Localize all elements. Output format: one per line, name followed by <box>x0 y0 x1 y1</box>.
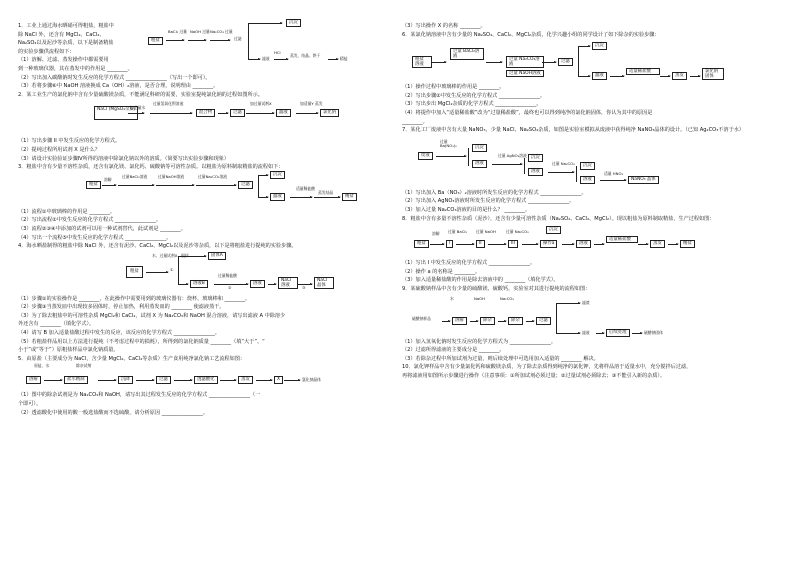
diagram-box: 溶液B <box>190 280 208 288</box>
flow-arrow <box>562 244 574 245</box>
q7-flow-diagram <box>402 136 774 188</box>
branch-line <box>578 46 579 76</box>
diagram-label: 溶解 <box>104 176 112 182</box>
flow-arrow <box>188 40 206 41</box>
q2-flow-diagram <box>18 100 390 136</box>
flow-arrow <box>102 185 116 186</box>
diagram-box: 固体A <box>208 252 226 260</box>
flow-arrow <box>210 40 230 41</box>
flow-arrow <box>178 256 206 257</box>
question-7 <box>402 126 774 214</box>
flow-arrow <box>150 113 192 114</box>
diagram-box: 精盐 <box>680 240 695 248</box>
diagram-label: 滤渣 <box>582 299 590 305</box>
diagram-box: 滤液 <box>592 72 607 80</box>
flow-arrow <box>542 62 556 63</box>
diagram-label: 过量氢氧化钡溶液 <box>153 101 184 107</box>
flow-arrow <box>610 76 624 77</box>
diagram-box: 粗盐 <box>86 181 101 189</box>
question-10 <box>402 363 774 380</box>
diagram-label: 过量 BaCl₂ <box>448 229 467 235</box>
q1-line: （2）写出加入碳酸钠时发生反应的化学方程式 ________________（写出一个即可）。 <box>18 74 211 81</box>
diagram-label: 过量BaCl₂溶液 <box>122 173 148 179</box>
flow-arrow <box>314 197 340 198</box>
diagram-box: 氯化钠 <box>320 109 339 117</box>
diagram-box: 溶液 <box>528 168 543 176</box>
diagram-label: 除杂试剂 <box>76 363 92 369</box>
q4-flow-diagram <box>18 252 390 294</box>
flow-arrow <box>486 62 502 63</box>
flow-arrow <box>248 23 282 24</box>
flow-arrow <box>296 113 318 114</box>
flow-arrow <box>258 175 268 176</box>
diagram-label: 过量 Na₂CO₃ <box>552 160 575 166</box>
flow-arrow <box>488 244 506 245</box>
diagram-label: 蒸发结晶 <box>318 189 334 195</box>
diagram-box: 溶液 <box>580 176 595 184</box>
diagram-box: 粗盐 <box>126 266 143 278</box>
branch-line <box>468 148 469 166</box>
q1-line: 到一种玻璃仪器，其在蒸发中的作用是 ________。 <box>18 65 133 72</box>
flow-arrow <box>246 113 274 114</box>
diagram-label: 过量 Ba(NO₃)₂ <box>440 138 457 149</box>
diagram-label: 过滤 <box>234 35 242 41</box>
diagram-box: 操作a <box>540 240 557 248</box>
diagram-box: 混合物 <box>196 109 215 117</box>
diagram-box: 溶液 <box>576 240 591 248</box>
q5-line: （1）图中的除杂试剂是为 Na₂CO₃和 NaOH，请写出其过程发生反应的化学方程式 ________________（一 <box>18 392 261 399</box>
flow-arrow <box>196 185 236 186</box>
q9-line: （1）加入氢氧化钠时发生反应的化学方程式为 ________________。 <box>402 338 556 345</box>
q8-line: （3）加入适量稀盐酸的作用是除去溶液中的 ________（填化学式）。 <box>402 277 559 284</box>
flow-arrow <box>432 62 446 63</box>
diagram-box: 溶液 <box>250 280 265 288</box>
diagram-box: NaCl 溶液 <box>278 277 298 289</box>
branch-line <box>524 158 525 174</box>
diagram-box: 除杂 <box>508 317 523 325</box>
diagram-box: 精盐 <box>342 193 357 201</box>
diagram-label: ③ <box>302 284 306 290</box>
question-6 <box>402 31 774 127</box>
flow-arrow <box>600 180 626 181</box>
flow-arrow <box>174 380 192 381</box>
diagram-box: 沉降 <box>118 376 133 384</box>
q1-line: （1）溶解、过滤、蒸发操作中都需要用 <box>18 57 109 64</box>
diagram-box: 沉淀 <box>528 154 543 162</box>
diagram-box: 过滤 <box>536 317 551 325</box>
diagram-box: II <box>476 240 485 248</box>
q4-line: 外还含有 ________（填化学式）。 <box>18 321 95 328</box>
diagram-box: NaNO₃ 晶体 <box>628 176 659 184</box>
flow-arrow <box>44 380 62 381</box>
q9-flow-diagram <box>402 295 774 337</box>
flow-arrow <box>220 380 236 381</box>
diagram-label: 过量稀盐酸 <box>218 272 237 278</box>
diagram-label: 水 <box>450 295 454 301</box>
q4-line: （1）步骤①的实验操作是 ________，在此操作中需要用到的玻璃仪器有：烧杯、玻璃棒和 ________。 <box>18 295 251 302</box>
flow-arrow <box>256 380 272 381</box>
q7-line: 7．某化工厂废液中含有大量 NaNO₃，少量 NaCl、Na₂SO₄杂质，如图是实验室模拟从废液中获得纯净 NaNO₃晶体的设计。（已知 Ag₂CO₃不溶于水） <box>402 127 744 134</box>
flow-arrow <box>268 284 276 285</box>
diagram-box: 粗盐 溶液 <box>412 56 432 68</box>
q10-line: 10．氯化钾样品中含有少量氯化钙和硫酸镁杂质，为了除去杂质得到纯净的氯化钾，先将样品溶于适量水中，充分搅拌后过滤， <box>402 364 692 371</box>
flow-arrow <box>470 321 478 322</box>
flow-arrow <box>328 59 338 60</box>
flow-arrow <box>526 321 534 322</box>
q6-line: （3）写出步出 MgCl₂杂质的化学方程式 ________________。 <box>402 101 542 108</box>
q1-line: （3）若将步骤⑥中 NaOH 溶液换成 Ca（OH）₂溶液，是否合理，说明理由 ________。 <box>18 83 219 90</box>
q2-line: （3）请设计实验验证步骤Ⅳ所得的溶液中除氯化钠以外的溶质。（简要写出实验步骤和现象） <box>18 155 230 162</box>
branch-line <box>258 175 259 197</box>
flow-arrow <box>596 333 604 334</box>
diagram-box: 过滤 <box>230 109 245 117</box>
question-3 <box>18 163 390 242</box>
q6-line: ________。 <box>402 118 428 125</box>
flow-arrow <box>548 172 574 173</box>
q1-line: 的实验步骤供流程如下： <box>18 48 75 55</box>
diagram-box: 溶解 <box>452 317 467 325</box>
diagram-box: 适量稀盐酸 <box>606 236 638 243</box>
diagram-label: 过量 NaOH <box>476 229 496 235</box>
flow-arrow <box>136 380 154 381</box>
flow-arrow <box>166 40 184 41</box>
diagram-box: 氯化钠固体 <box>702 68 724 80</box>
flow-arrow <box>632 333 642 334</box>
flow-arrow <box>258 197 268 198</box>
q7-line: （1）写出加入 Ba（NO₃）₂溶液时所发生反应的化学方程式 ________________。 <box>402 189 587 196</box>
diagram-label: 滤液 <box>262 55 270 61</box>
diagram-box: 沉淀 <box>286 19 301 27</box>
flow-arrow <box>522 244 538 245</box>
q4-line: 小于”或“等于”）原粗盐样品中氯化钠质量。 <box>18 347 119 354</box>
flow-arrow <box>430 244 444 245</box>
q1-line: Na₂SO₄以及泥沙等杂质，以下是制备精盐 <box>18 40 114 47</box>
q6-line: （4）将提作中加入“适量稀盐酸”改为“过量稀盐酸”，最终也可以得到纯净的氯化钠固体，你认为其中的原因是 <box>402 109 653 116</box>
diagram-box: 废液 <box>418 152 433 160</box>
diagram-label: ① <box>170 266 174 272</box>
diagram-box: 适量稀盐酸 <box>626 68 660 75</box>
diagram-box: 滤液 <box>276 109 291 117</box>
q5-line: 个即可）。 <box>18 401 42 408</box>
q2-line: （1）写出步骤 II 中发生反应的化学方程式。 <box>18 138 121 145</box>
q9-line: （2）过滤所得滤液的主要成分是 ________。 <box>402 347 505 354</box>
q8-line: （2）操作 a 的名称是 ________。 <box>402 268 481 275</box>
q8-line: 8．粗盐中含有多量不溶性杂质（泥沙），还含有少量可溶性杂质（Na₂SO₄、CaCl₂、MgCl₂）。现以粗盐为原料制取精盐，生产过程如图： <box>402 215 715 222</box>
diagram-box: 过量 Na₂CO₃溶液 <box>506 56 544 68</box>
q5-continued-line: （3）写出操作 X 的名称 ________。 <box>402 23 486 29</box>
right-column <box>402 22 774 380</box>
flow-arrow <box>290 197 312 198</box>
q7-line: （2）写出加入 AgNO₃溶液时所发生反应的化学方程式 ________________。 <box>402 198 575 205</box>
branch-line <box>248 23 249 59</box>
diagram-label: 加足量水 <box>130 105 146 111</box>
diagram-box: 沉淀 <box>270 171 285 179</box>
diagram-label: 滤液 <box>582 329 590 335</box>
flow-arrow <box>492 164 522 165</box>
q3-flow-diagram <box>18 173 390 207</box>
diagram-label: BaCl₂ 过量 <box>168 28 187 34</box>
diagram-box: NaCl 晶体 <box>314 277 334 289</box>
diagram-label: 水、过量试剂X、搅拌 <box>152 252 189 258</box>
q4-line: （4）请写 B 加入适量盐酸过程中发生的反应，该反应的化学方程式 ________________。 <box>18 330 220 337</box>
flow-arrow <box>442 321 450 322</box>
diagram-label: Na₂CO₃ 过量 <box>210 28 233 34</box>
q8-flow-diagram <box>402 224 774 258</box>
diagram-box: 过滤 <box>156 376 171 384</box>
diagram-box: 除杂 <box>480 317 495 325</box>
diagram-box: 粗盐 <box>414 240 429 248</box>
q3-line: （2）写出流程②中发生反应的化学方程式 ________________。 <box>18 217 162 224</box>
q6-line: 6．某氯化钠溶液中含有少量的 Na₂SO₄、CaCl₂、MgCl₂杂质，化学兴趣小组的同学设计了如下除杂的实验步骤： <box>402 31 660 38</box>
q3-line: （1）流程①中玻璃棒的作用是 ________。 <box>18 208 115 215</box>
diagram-box: 粗盐 <box>148 37 163 45</box>
diagram-box: 过滤 <box>238 181 253 189</box>
diagram-label: 硫酸钠固体 <box>644 329 663 335</box>
diagram-label: 硫酸钠样品 <box>412 315 431 321</box>
diagram-label: 加过量试剂X <box>250 101 272 107</box>
diagram-box: 过量 NaOH溶液 <box>506 70 544 77</box>
q4-line: （3）为了除去粗盐中的可溶性杂质 MgCl₂和 CaCl₂，试剂 X 为 Na₂CO₃和 NaOH 混合溶液，请写出滤液 A 中除溶少 <box>18 312 286 319</box>
flow-arrow <box>98 380 116 381</box>
q3-line: （3）流程②③④中添加的试剂可以用一种试剂替代，此试剂是 ________。 <box>18 225 186 232</box>
q9-line: 9．某硫酸钠样品中含有少量的硫酸镁、硫酸钙，实验室对其进行提纯的流程如图： <box>402 285 591 292</box>
diagram-label: 溶解 <box>432 231 440 237</box>
diagram-box: 蒸发 <box>238 376 253 384</box>
diagram-box: 沉淀 <box>546 226 561 234</box>
question-1 <box>18 19 390 91</box>
q4-line: （2）步骤③当蒸发皿中出现较多固体时，停止加热，利用蒸发皿的 ________ 使滤液蒸干。 <box>18 304 225 311</box>
flow-arrow <box>578 76 590 77</box>
flow-arrow <box>660 76 670 77</box>
q1-line: 1．工业上通过海水晒硝可得粗盐，粗盐中 <box>18 23 114 29</box>
diagram-label: 精盐 <box>340 55 348 61</box>
q6-line: （1）操作过程中玻璃棒的作用是 ________。 <box>402 84 505 91</box>
flow-arrow <box>638 244 648 245</box>
q1-flow-diagram <box>148 17 368 65</box>
diagram-label: HCl <box>274 49 281 55</box>
branch-line <box>178 256 179 284</box>
diagram-label: 适量 HNO₃ <box>604 170 624 176</box>
diagram-label: 加适量Y 蒸发 <box>300 101 323 107</box>
diagram-label: Na₂CO₃ <box>500 295 514 301</box>
diagram-label: ② <box>228 284 232 290</box>
question-4 <box>18 242 390 355</box>
flow-arrow <box>456 244 474 245</box>
flow-arrow <box>284 380 300 381</box>
diagram-label: 蒸发、结晶、烘干 <box>290 52 321 58</box>
q7-line: （3）加入过量 Na₂CO₃溶液的目的是什么？ ________。 <box>402 206 531 213</box>
diagram-label: NaOH <box>474 295 486 301</box>
q3-line: （4）写出一个流程⑤中发生反应的化学方程式 ________________。 <box>18 234 172 241</box>
q2-line: （2）提纯过程所用试剂 X 是什么？ <box>18 146 101 153</box>
flow-arrow <box>668 244 678 245</box>
diagram-box: 溶液 <box>472 160 487 168</box>
flow-arrow <box>118 185 154 186</box>
diagram-label: 原盐、水 <box>34 363 50 369</box>
question-9 <box>402 285 774 363</box>
diagram-box: NaCl (MgSO₄杂质) <box>94 106 138 120</box>
q1-line: 除 NaCl 外，还含有 MgCl₂、CaCl₂、 <box>18 31 105 38</box>
diagram-label: 过量NaOH溶液 <box>158 173 185 179</box>
diagram-box: III <box>508 240 518 248</box>
diagram-box: 蒸发 <box>672 72 687 80</box>
diagram-label: NaOH 过量 <box>190 28 210 34</box>
flow-arrow <box>594 244 604 245</box>
diagram-box: 溶解 <box>26 376 41 384</box>
question-2 <box>18 91 390 163</box>
branch-line <box>576 166 577 182</box>
diagram-box: 沉淀 <box>592 42 607 50</box>
q4-line: （5）若粗盐样品用以上方法进行提纯（不考虑过程中的损耗），所得到的氯化钠质量 ________（填“大于”、“ <box>18 338 265 345</box>
diagram-box: 沉淀 <box>580 162 595 170</box>
flow-arrow <box>146 272 168 273</box>
diagram-box: 过量 BaCl₂溶液 <box>450 48 484 60</box>
flow-arrow <box>298 284 312 285</box>
branch-line <box>556 303 557 333</box>
question-5 <box>18 355 390 417</box>
flow-arrow <box>690 76 700 77</box>
q3-line: 3．粗盐中含有少量不溶性杂质，还含有氯化镁、氯化钙、硫酸钠等可溶性杂质。以粗盐为原料制取精盐的流程如下： <box>18 164 284 171</box>
q8-line: （1）写出 I 中发生反应的化学方程式 ________________。 <box>402 260 536 267</box>
flow-arrow <box>274 59 288 60</box>
diagram-box: 沉淀 <box>472 144 487 152</box>
flow-arrow <box>156 185 194 186</box>
diagram-label: 适量稀盐酸 <box>296 185 315 191</box>
flow-arrow <box>218 113 228 114</box>
diagram-box: 滤液 <box>270 193 285 201</box>
q4-line: 4．海水晒盐制得的粗盐中除 NaCl 外，还含有泥沙、CaCl₂、MgCl₂以及泥沙等杂质，以下是将粗盐进行提纯的实验步骤。 <box>18 243 297 250</box>
question-8 <box>402 215 774 285</box>
q5-line: （2）透滤酸化中使用的酸一般选盐酸而不选硫酸，请分析原因 ________________。 <box>18 409 208 416</box>
q5-line: 5．由原盐（主要成分为 NaCl，含少量 MgCl₂、CaCl₂等杂质）生产食用纯净氯化钠工艺流程如图： <box>18 355 246 362</box>
diagram-label: 氯化钠晶体 <box>302 377 321 383</box>
diagram-box: 盐水精制 <box>64 376 88 384</box>
flow-arrow <box>178 284 188 285</box>
q6-flow-diagram <box>402 40 774 82</box>
flow-arrow <box>128 113 144 114</box>
diagram-box: 后续处理 <box>606 329 630 337</box>
diagram-label: 过量Na₂CO₃溶液 <box>198 173 228 179</box>
diagram-box: 蒸发 <box>650 240 665 248</box>
flow-arrow <box>578 46 590 47</box>
q9-line: （3）若除杂过程中所加试剂为过量，则后续处理中可选用加入适量的 ________ 解决。 <box>402 355 599 362</box>
flow-arrow <box>436 156 466 157</box>
diagram-label: 过量 Na₂CO₃ <box>506 229 529 235</box>
flow-arrow <box>556 333 580 334</box>
q10-line: 再将滤液用如图所示步骤进行操作（注意事项：①所加试剂必须过量；②过量试剂必须除去；③不能引入新的杂质）。 <box>402 372 666 379</box>
diagram-box: 透滤酸化 <box>194 376 218 384</box>
left-column <box>18 19 390 417</box>
flow-arrow <box>498 321 506 322</box>
flow-arrow <box>248 59 260 60</box>
q6-line: （2）写出步骤②中发生反应的化学方程式 ________________。 <box>402 92 546 99</box>
diagram-box: 过滤 <box>558 58 573 66</box>
diagram-box: I <box>446 240 453 248</box>
diagram-box: X <box>274 376 283 384</box>
q2-line: 2．某工业生产的氯化钠中含有少量硫酸镁杂质，不能满足科研的需要，实验室提纯氯化钠的过程如图所示。 <box>18 91 263 98</box>
q5-flow-diagram <box>18 364 390 390</box>
diagram-label: 过量 AgNO₃溶液 <box>498 152 527 158</box>
flow-arrow <box>556 303 580 304</box>
flow-arrow <box>214 284 248 285</box>
